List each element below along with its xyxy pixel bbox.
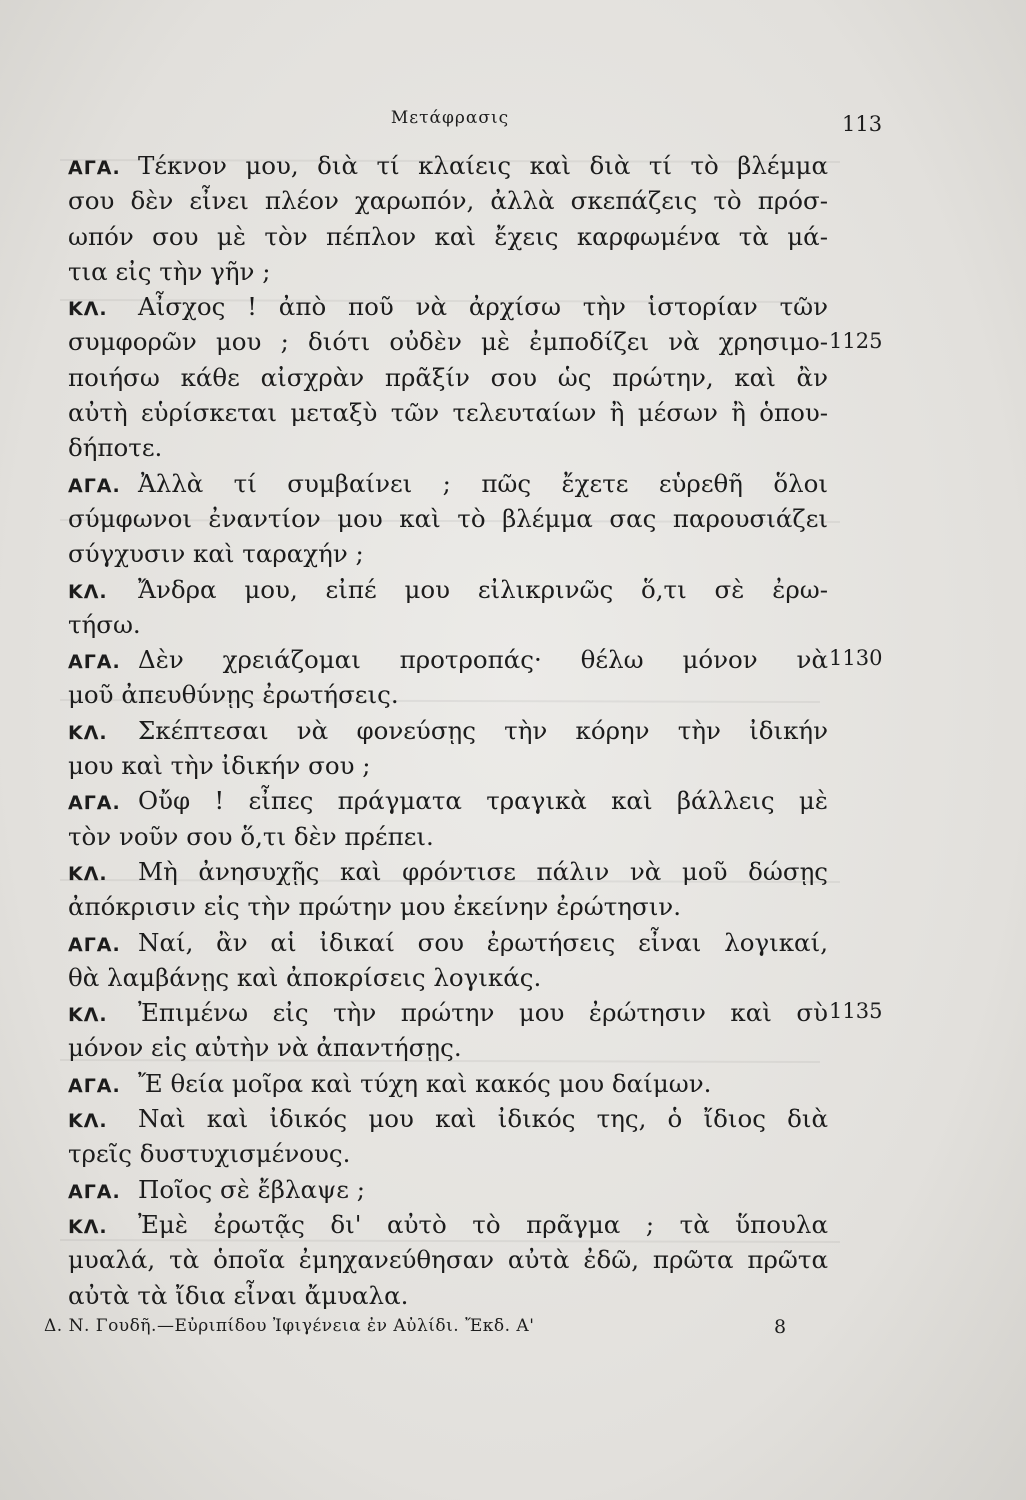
text-line [68,925,828,960]
line-text: τρεῖς δυστυχισμένους. [68,1139,351,1169]
text-line [68,254,828,289]
verse-number: 1135 [829,999,883,1024]
running-header: Μετάφρασις [390,108,510,128]
text-line [68,783,828,818]
text-line [68,607,828,642]
text-line [68,960,828,995]
text-line [68,360,828,395]
line-text: τὸν νοῦν σου ὅ,τι δὲν πρέπει. [68,821,434,851]
line-text: σύμφωνοι ἐναντίον μου καὶ τὸ βλέμμα σας παρουσιάζει [68,503,828,533]
line-text: Ποῖος σὲ ἔβλαψε ; [138,1174,365,1204]
speaker-label: ΑΓΑ. [68,1074,121,1097]
line-text: τια εἰς τὴν γῆν ; [68,256,271,286]
line-text: Τέκνον μου, διὰ τί κλαίεις καὶ διὰ τί τὸ βλέμμα [138,151,828,180]
line-text: Ἀλλὰ τί συμβαίνει ; πῶς ἔχετε εὑρεθῆ ὅλοι [138,468,828,498]
line-text: ἀπόκρισιν εἰς τὴν πρώτην μου ἐκείνην ἐρώτησιν. [68,892,681,922]
line-text: Ἐπιμένω εἰς τὴν πρώτην μου ἐρώτησιν καὶ σὺ [138,998,828,1028]
signature-mark: 8 [774,1316,787,1338]
text-line [68,677,828,712]
line-text: Ναί, ἂν αἱ ἰδικαί σου ἐρωτήσεις εἶναι λογικαί, [138,927,828,957]
text-line [68,183,828,218]
line-text: δήποτε. [68,433,163,463]
line-text: Ἄνδρα μου, εἰπέ μου εἰλικρινῶς ὅ,τι σὲ ἐρω- [138,574,828,604]
dialogue-text [68,148,828,1313]
text-line [68,572,828,607]
speaker-label: ΑΓΑ. [68,792,121,815]
text-line [68,1136,828,1171]
line-text: ωπόν σου μὲ τὸν πέπλον καὶ ἔχεις καρφωμένα τὰ μά- [68,221,828,251]
line-text: αὐτὴ εὑρίσκεται μεταξὺ τῶν τελευταίων ἢ μέσων ἢ ὁπου- [68,398,828,428]
text-line [68,854,828,889]
text-line [68,819,828,854]
text-line [68,395,828,430]
text-line [68,466,828,501]
line-text: τήσω. [68,609,141,639]
verse-number: 1130 [829,646,883,671]
text-line [68,1101,828,1136]
line-text: συμφορῶν μου ; διότι οὐδὲν μὲ ἐμποδίζει νὰ χρησιμο- [68,327,828,357]
text-line [68,536,828,571]
text-line [68,1172,828,1207]
speaker-label: ΑΓΑ. [68,1180,121,1203]
text-line [68,889,828,924]
speaker-label: ΑΓΑ. [68,157,121,179]
line-text: Μὴ ἀνησυχῇς καὶ φρόντισε πάλιν νὰ μοῦ δώσῃς [138,856,828,886]
page-number: 113 [842,112,883,136]
footer-signature-text: Δ. Ν. Γουδῆ.—Εὐριπίδου Ἰφιγένεια ἐν Αὐλίδι. Ἔκδ. Α' [44,1316,535,1336]
line-text: ποιήσω κάθε αἰσχρὰν πρᾶξίν σου ὡς πρώτην, καὶ ἂν [68,362,828,392]
text-line [68,1242,828,1277]
line-text: αὐτὰ τὰ ἴδια εἶναι ἄμυαλα. [68,1280,409,1310]
speaker-label: ΚΛ. [68,298,108,321]
text-line [68,713,828,748]
text-line [68,1030,828,1065]
text-line [68,995,828,1030]
line-text: μόνον εἰς αὐτὴν νὰ ἀπαντήσῃς. [68,1033,462,1063]
text-line [68,1278,828,1313]
line-text: θὰ λαμβάνῃς καὶ ἀποκρίσεις λογικάς. [68,962,542,992]
speaker-label: ΑΓΑ. [68,651,121,674]
line-text: μυαλά, τὰ ὁποῖα ἐμηχανεύθησαν αὐτὰ ἐδῶ, πρῶτα πρῶτα [68,1245,828,1275]
footer [44,1316,804,1336]
text-line [68,501,828,536]
line-text: Οὔφ ! εἶπες πράγματα τραγικὰ καὶ βάλλεις μὲ [138,786,828,816]
line-text: Ἔ θεία μοῖρα καὶ τύχη καὶ κακός μου δαίμων. [138,1068,712,1098]
speaker-label: ΚΛ. [68,1215,108,1238]
line-text: Δὲν χρειάζομαι προτροπάς· θέλω μόνον νὰ [138,645,828,675]
line-text: μοῦ ἀπευθύνῃς ἐρωτήσεις. [68,680,399,710]
line-text: Ἐμὲ ἐρωτᾷς δι' αὐτὸ τὸ πρᾶγμα ; τὰ ὕπουλα [138,1209,828,1239]
text-line [68,1066,828,1101]
line-text: σου δὲν εἶνει πλέον χαρωπόν, ἀλλὰ σκεπάζεις τὸ πρόσ- [68,186,828,216]
text-line [68,748,828,783]
text-line [68,430,828,465]
text-line [68,1207,828,1242]
speaker-label: ΚΛ. [68,580,108,603]
text-line [68,219,828,254]
text-line [68,324,828,359]
line-text: Σκέπτεσαι νὰ φονεύσῃς τὴν κόρην τὴν ἰδικήν [138,715,828,745]
line-text: μου καὶ τὴν ἰδικήν σου ; [68,751,371,781]
speaker-label: ΚΛ. [68,862,108,885]
speaker-label: ΚΛ. [68,1004,108,1027]
line-text: Ναὶ καὶ ἰδικός μου καὶ ἰδικός της, ὁ ἴδιος διὰ [138,1104,828,1134]
text-line [68,289,828,324]
speaker-label: ΑΓΑ. [68,474,121,497]
line-text: Αἶσχος ! ἀπὸ ποῦ νὰ ἀρχίσω τὴν ἱστορίαν τῶν [138,292,828,322]
speaker-label: ΚΛ. [68,721,108,744]
text-line [68,148,828,183]
text-line [68,642,828,677]
speaker-label: ΚΛ. [68,1110,108,1133]
speaker-label: ΑΓΑ. [68,933,121,956]
line-text: σύγχυσιν καὶ ταραχήν ; [68,539,364,569]
verse-number: 1125 [829,328,883,353]
